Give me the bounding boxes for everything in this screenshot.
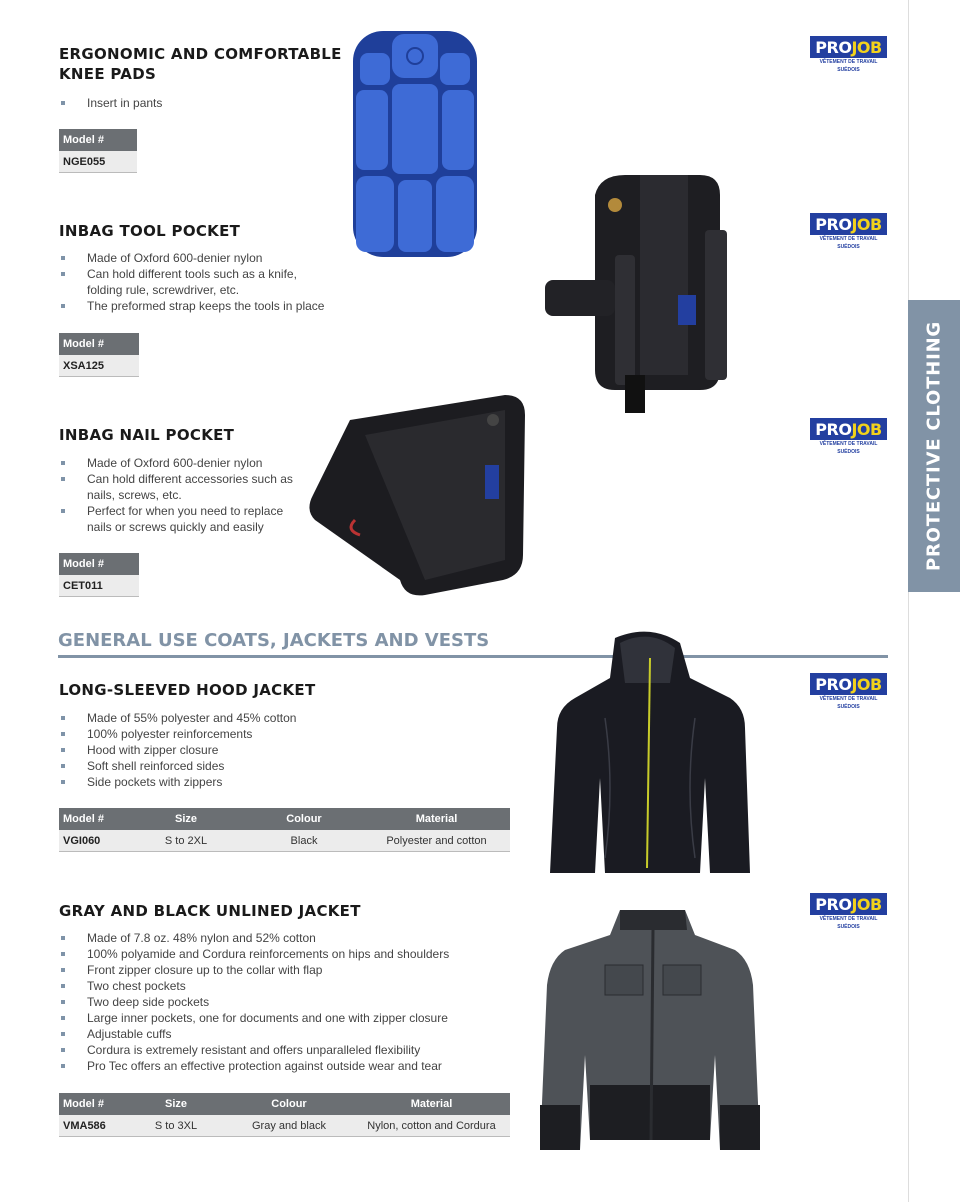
header-colour: Colour — [225, 1093, 353, 1115]
tool-pocket-image — [540, 170, 745, 418]
bullet-item: Pro Tec offers an effective protection against outside wear and tear — [59, 1058, 519, 1074]
bullet-item: Can hold different accessories such as — [59, 471, 329, 487]
sidebar-label: PROTECTIVE CLOTHING — [923, 320, 945, 572]
bullet-item: Adjustable cuffs — [59, 1026, 519, 1042]
product-title-nail-pocket: INBAG NAIL POCKET — [59, 426, 235, 444]
section-title: GENERAL USE COATS, JACKETS AND VESTS — [58, 630, 490, 651]
cell-model: VGI060 — [59, 830, 127, 852]
bullet-item: The preformed strap keeps the tools in place — [59, 298, 329, 314]
title-line-1: ERGONOMIC AND COMFORTABLE — [59, 45, 342, 63]
model-table-tool-pocket — [59, 333, 139, 377]
nail-pocket-image — [305, 390, 535, 600]
bullet-item: Front zipper closure up to the collar with flap — [59, 962, 519, 978]
model-table-knee-pads — [59, 129, 137, 173]
header-model: Model # — [59, 129, 137, 151]
header-size: Size — [127, 808, 245, 830]
cell-material: Polyester and cotton — [363, 830, 510, 852]
spec-table-hood-jacket — [59, 808, 510, 852]
cell-model: CET011 — [59, 575, 139, 597]
projob-logo: PRO JOB VÊTEMENT DE TRAVAIL SUÉDOIS — [810, 418, 887, 450]
bullet-item-continued: nails or screws quickly and easily — [87, 520, 264, 534]
product-title-tool-pocket: INBAG TOOL POCKET — [59, 222, 241, 240]
cell-model: NGE055 — [59, 151, 137, 173]
bullet-item: Made of Oxford 600-denier nylon — [59, 455, 329, 471]
header-model: Model # — [59, 553, 139, 575]
bullet-item: Side pockets with zippers — [59, 774, 359, 790]
bullet-item: Made of 55% polyester and 45% cotton — [59, 710, 359, 726]
projob-logo: PRO JOB VÊTEMENT DE TRAVAIL SUÉDOIS — [810, 213, 887, 245]
product-title-knee-pads — [59, 44, 342, 84]
bullet-item: Large inner pockets, one for documents and one with zipper closure — [59, 1010, 519, 1026]
header-model: Model # — [59, 808, 127, 830]
bullet-item-continued: nails, screws, etc. — [87, 488, 182, 502]
product-title-hood-jacket: LONG-SLEEVED HOOD JACKET — [59, 681, 316, 699]
unlined-jacket-image — [535, 905, 765, 1160]
cell-material: Nylon, cotton and Cordura — [353, 1115, 510, 1137]
bullet-item: Two chest pockets — [59, 978, 519, 994]
bullet-item: 100% polyester reinforcements — [59, 726, 359, 742]
projob-logo: PRO JOB VÊTEMENT DE TRAVAIL SUÉDOIS — [810, 36, 887, 68]
bullet-item-continued: folding rule, screwdriver, etc. — [87, 283, 240, 297]
bullet-item: Cordura is extremely resistant and offers unparalleled flexibility — [59, 1042, 519, 1058]
hood-jacket-image — [545, 628, 755, 883]
header-colour: Colour — [245, 808, 363, 830]
bullet-item: Made of Oxford 600-denier nylon — [59, 250, 329, 266]
sidebar — [908, 0, 960, 1202]
spec-table-unlined-jacket — [59, 1093, 510, 1137]
bullet-item: Insert in pants — [59, 95, 319, 111]
bullet-item: Can hold different tools such as a knife, — [59, 266, 329, 282]
bullet-item: 100% polyamide and Cordura reinforcements on hips and shoulders — [59, 946, 519, 962]
knee-pad-image — [350, 28, 480, 260]
section-divider — [58, 655, 888, 658]
bullet-list-knee-pads — [59, 95, 319, 111]
cell-colour: Black — [245, 830, 363, 852]
header-size: Size — [127, 1093, 225, 1115]
cell-colour: Gray and black — [225, 1115, 353, 1137]
header-model: Model # — [59, 333, 139, 355]
cell-size: S to 2XL — [127, 830, 245, 852]
header-model: Model # — [59, 1093, 127, 1115]
bullet-list-unlined-jacket — [59, 930, 519, 1074]
bullet-list-hood-jacket — [59, 710, 359, 790]
product-title-unlined-jacket: GRAY AND BLACK UNLINED JACKET — [59, 902, 361, 920]
cell-model: VMA586 — [59, 1115, 127, 1137]
projob-logo: PRO JOB VÊTEMENT DE TRAVAIL SUÉDOIS — [810, 893, 887, 925]
title-line-2: KNEE PADS — [59, 65, 157, 83]
bullet-item: Soft shell reinforced sides — [59, 758, 359, 774]
bullet-list-nail-pocket — [59, 455, 329, 535]
projob-logo: PRO JOB VÊTEMENT DE TRAVAIL SUÉDOIS — [810, 673, 887, 705]
bullet-item: Hood with zipper closure — [59, 742, 359, 758]
header-material: Material — [363, 808, 510, 830]
bullet-item: Perfect for when you need to replace — [59, 503, 329, 519]
cell-size: S to 3XL — [127, 1115, 225, 1137]
model-table-nail-pocket — [59, 553, 139, 597]
bullet-item: Made of 7.8 oz. 48% nylon and 52% cotton — [59, 930, 519, 946]
header-material: Material — [353, 1093, 510, 1115]
cell-model: XSA125 — [59, 355, 139, 377]
bullet-item: Two deep side pockets — [59, 994, 519, 1010]
bullet-list-tool-pocket — [59, 250, 329, 314]
